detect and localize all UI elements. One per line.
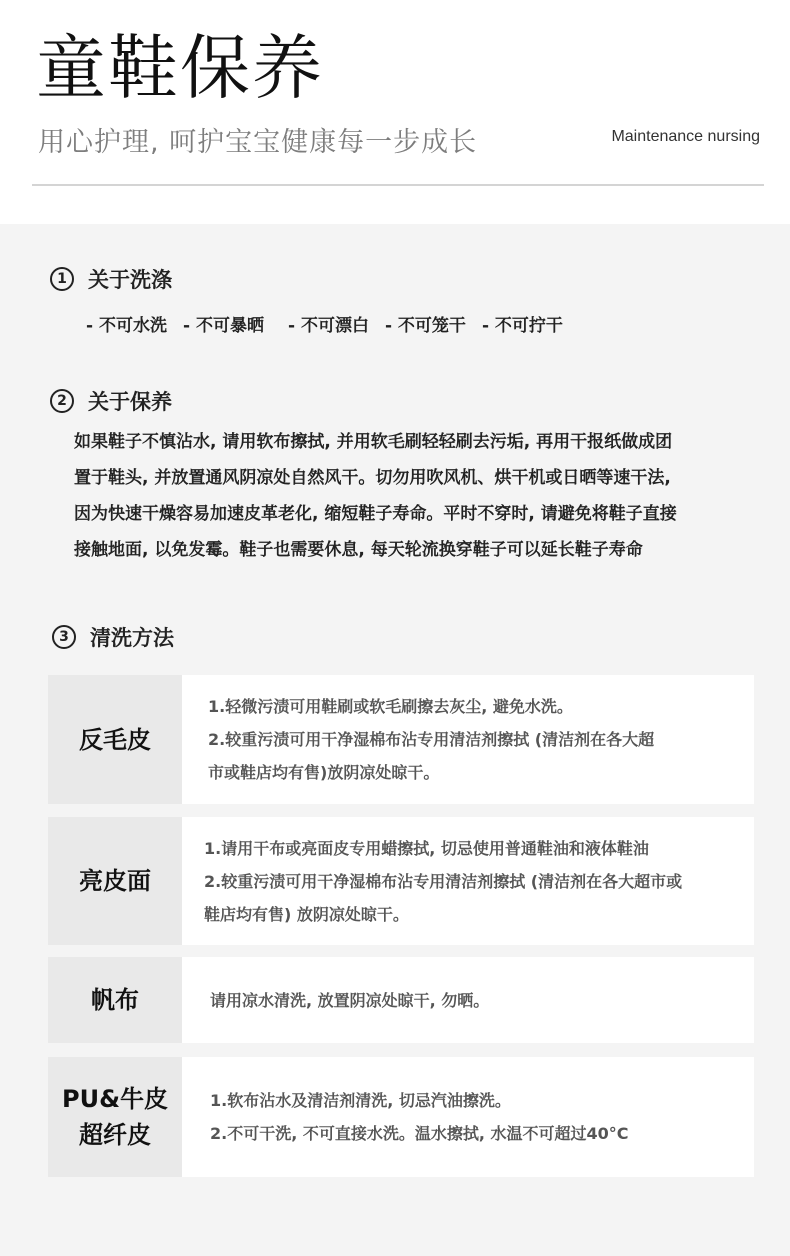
material-description (182, 817, 754, 945)
material-desc-line: 2.较重污渍可用干净湿棉布沾专用清洁剂擦拭 (清洁剂在各大超市或 (204, 871, 683, 891)
washing-rule: - 不可暴晒 (182, 316, 264, 336)
washing-rule: - 不可笼干 (384, 316, 466, 336)
section-cleaning-heading (52, 622, 174, 652)
material-desc-line: 1.轻微污渍可用鞋刷或软毛刷擦去灰尘, 避免水洗。 (208, 697, 573, 716)
material-row-patent-leather (48, 817, 754, 945)
material-row-pu-leather (48, 1057, 754, 1177)
washing-rules-list (86, 311, 579, 336)
page-title: 童鞋保养 (36, 27, 324, 109)
material-name-text: 反毛皮 (79, 725, 151, 754)
material-desc-line: 鞋店均有售) 放阴凉处晾干。 (204, 904, 409, 924)
header-divider (32, 184, 764, 186)
material-name-text: 超纤皮 (79, 1121, 151, 1149)
material-name (48, 817, 182, 945)
material-row-suede (48, 675, 754, 804)
material-desc-line: 1.请用干布或亮面皮专用蜡擦拭, 切忌使用普通鞋油和液体鞋油 (204, 838, 649, 858)
material-name (48, 675, 182, 804)
page-subtitle: 用心护理, 呵护宝宝健康每一步成长 (38, 127, 478, 158)
section-cleaning-title: 清洗方法 (90, 626, 174, 650)
care-line: 因为快速干燥容易加速皮革老化, 缩短鞋子寿命。平时不穿时, 请避免将鞋子直接 (74, 504, 677, 524)
washing-rule: - 不可拧干 (481, 316, 563, 336)
header (0, 0, 790, 224)
circled-number-icon: 3 (52, 625, 76, 649)
page-subtitle-english: Maintenance nursing (611, 128, 760, 145)
care-line: 接触地面, 以免发霉。鞋子也需要休息, 每天轮流换穿鞋子可以延长鞋子寿命 (74, 540, 643, 560)
section-washing-title: 关于洗涤 (88, 268, 172, 292)
material-row-canvas (48, 957, 754, 1043)
material-desc-line: 2.较重污渍可用干净湿棉布沾专用清洁剂擦拭 (清洁剂在各大超 (208, 730, 655, 749)
section-care-title: 关于保养 (88, 390, 172, 414)
material-name-text: 帆布 (91, 986, 139, 1014)
material-desc-line: 请用凉水清洗, 放置阴凉处晾干, 勿晒。 (210, 990, 490, 1010)
material-description (182, 957, 754, 1043)
material-description (182, 1057, 754, 1177)
care-paragraph (74, 424, 754, 568)
material-name-text: 亮皮面 (79, 867, 151, 895)
circled-number-icon: 1 (50, 267, 74, 291)
washing-rule: - 不可水洗 (86, 316, 167, 336)
care-line: 如果鞋子不慎沾水, 请用软布擦拭, 并用软毛刷轻轻刷去污垢, 再用干报纸做成团 (74, 432, 673, 452)
material-name-text: PU&牛皮 (61, 1085, 168, 1113)
section-washing-heading (50, 264, 172, 294)
material-desc-line: 2.不可干洗, 不可直接水洗。温水擦拭, 水温不可超过40°C (210, 1124, 629, 1143)
material-desc-line: 市或鞋店均有售)放阴凉处晾干。 (208, 763, 440, 782)
material-name (48, 1057, 182, 1177)
material-description (182, 675, 754, 804)
care-line: 置于鞋头, 并放置通风阴凉处自然风干。切勿用吹风机、烘干机或日晒等速干法, (74, 468, 671, 488)
section-care-heading (50, 386, 172, 416)
circled-number-icon: 2 (50, 389, 74, 413)
material-name (48, 957, 182, 1043)
washing-rule: - 不可漂白 (287, 316, 369, 336)
material-desc-line: 1.软布沾水及清洁剂清洗, 切忌汽油擦洗。 (210, 1091, 511, 1110)
